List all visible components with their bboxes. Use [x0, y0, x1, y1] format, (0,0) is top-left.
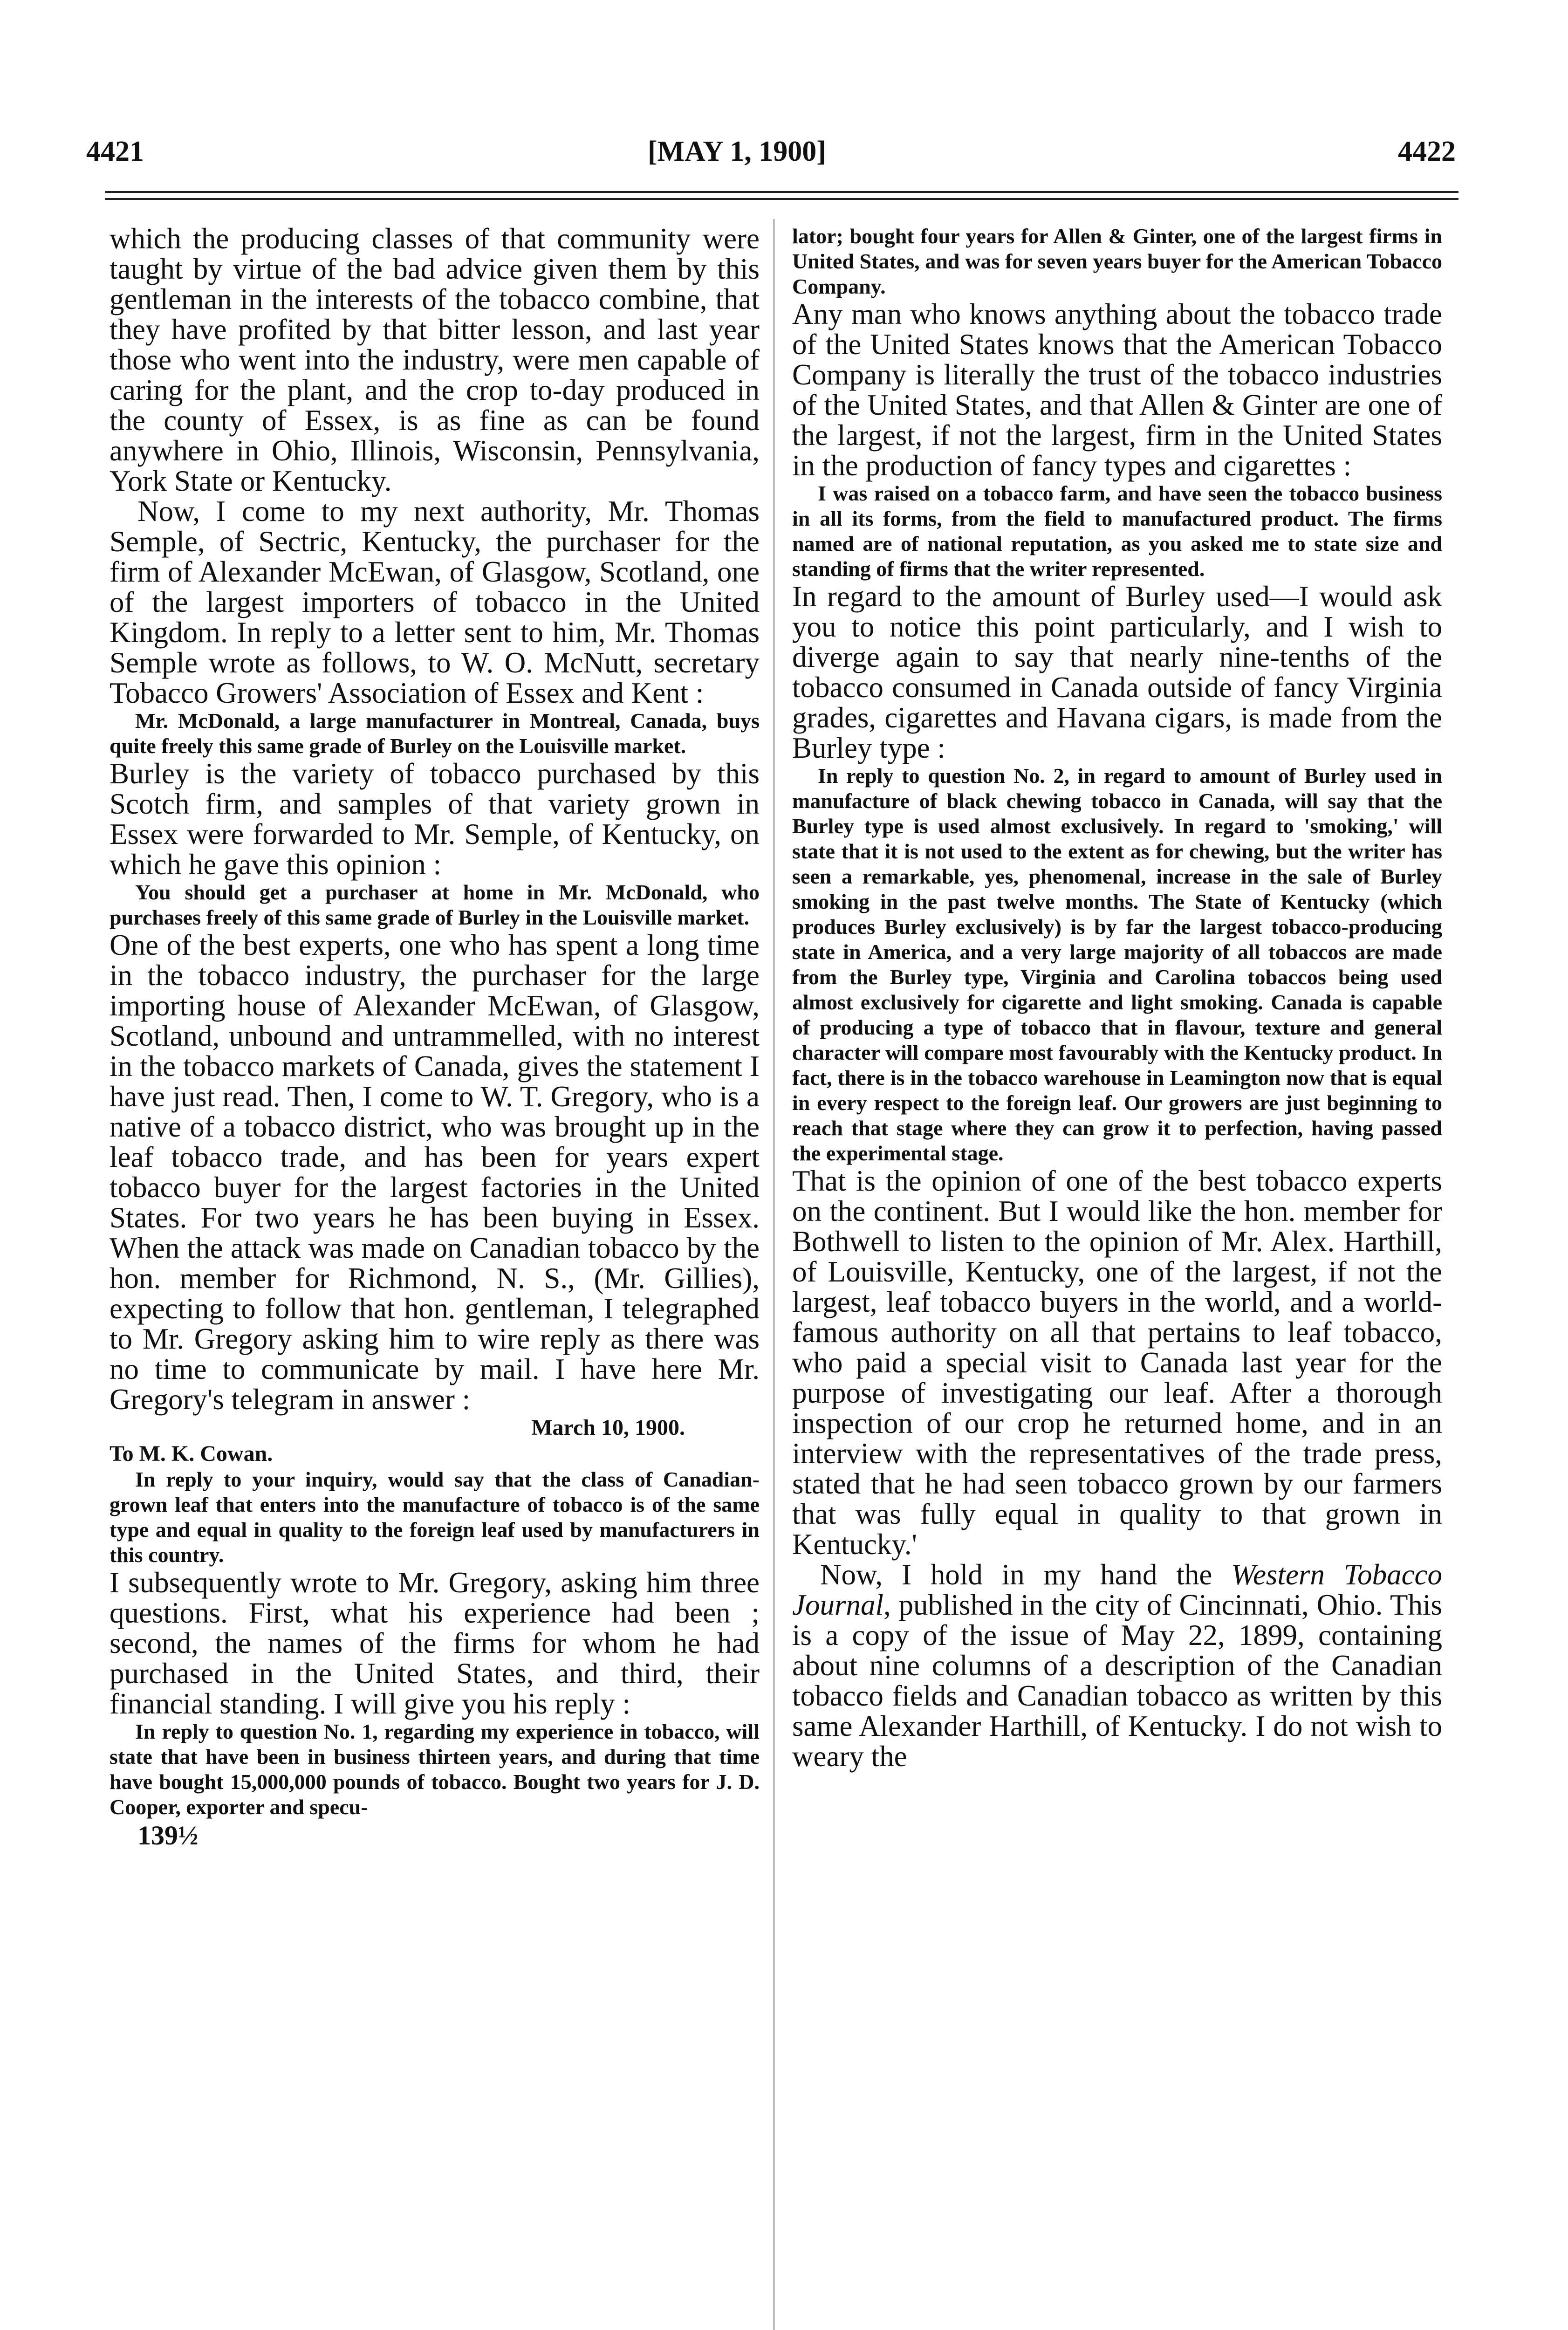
block-quote: I was raised on a tobacco farm, and have seen the tobacco business in all its forms, from the field to manufactured product. The firms named are of national reputation, as you asked me to state size and standing of firms that the writer represented. [792, 481, 1442, 581]
page-number-left: 4421 [86, 136, 144, 167]
paragraph: That is the opinion of one of the best tobacco experts on the continent. But I would like the hon. member for Bothwell to listen to the opinion of Mr. Alex. Harthill, of Louisville, Kentucky, one of the largest, if not the largest, leaf tobacco buyers in the world, and a world-famous authority on all that pertains to leaf tobacco, who paid a special visit to Canada last year for the purpose of investigating our leaf. After a thorough inspection of our crop he returned home, and in an interview with the representatives of the trade press, stated that he had seen tobacco grown by our farmers that was fully equal in quality to that grown in Kentucky.' [792, 1165, 1442, 1561]
issue-date: [MAY 1, 1900] [648, 136, 826, 167]
paragraph: Burley is the variety of tobacco purchased by this Scotch firm, and samples of that variety grown in Essex were forwarded to Mr. Semple, of Kentucky, on which he gave this opinion : [110, 757, 760, 881]
telegram-recipient: To M. K. Cowan. [110, 1441, 273, 1466]
paragraph: Any man who knows anything about the tobacco trade of the United States knows that the American Tobacco Company is literally the trust of the tobacco industries of the United States, and that Allen & Ginter are one of the largest, if not the largest, firm in the United States in the production of fancy types and cigarettes : [792, 298, 1442, 482]
block-quote: In reply to your inquiry, would say that the class of Canadian-grown leaf that enters into the manufacture of tobacco is of the same type and equal in quality to the foreign leaf used by manufacturers in this country. [110, 1467, 760, 1567]
left-column [110, 224, 760, 1851]
right-column [792, 224, 1442, 1772]
block-quote-continued: lator; bought four years for Allen & Ginter, one of the largest firms in United States, and was for seven years buyer for the American Tobacco Company. [792, 224, 1442, 298]
block-quote: You should get a purchaser at home in Mr. McDonald, who purchases freely of this same grade of Burley in the Louisville market. [110, 880, 760, 929]
paragraph: which the producing classes of that community were taught by virtue of the bad advice given them by this gentleman in the interests of the tobacco combine, that they have profited by that bitter lesson, and last year those who went into the industry, were men capable of caring for the plant, and the crop to-day produced in the county of Essex, is as fine as can be found anywhere in Ohio, Illinois, Wisconsin, Pennsylvania, York State or Kentucky. [110, 222, 760, 497]
paragraph: Now, I come to my next authority, Mr. Thomas Semple, of Sectric, Kentucky, the purchaser for the firm of Alexander McEwan, of Glasgow, Scotland, one of the largest importers of tobacco in the United Kingdom. In reply to a letter sent to him, Mr. Thomas Semple wrote as follows, to W. O. McNutt, secretary Tobacco Growers' Association of Essex and Kent : [110, 495, 760, 709]
journal-title: Western Tobacco Journal [792, 1558, 1442, 1621]
paragraph-text: , published in the city of Cincinnati, Ohio. This is a copy of the issue of May 22, 1899, containing about nine columns of a description of the Canadian tobacco fields and Canadian tobacco as written by this same Alexander Harthill, of Kentucky. I do not wish to weary the [792, 1589, 1442, 1773]
paragraph: I subsequently wrote to Mr. Gregory, asking him three questions. First, what his experience had been ; second, the names of the firms for whom he had purchased in the United States, and third, their financial standing. I will give you his reply : [110, 1566, 760, 1720]
header-rule-bottom [105, 198, 1458, 200]
block-quote: In reply to question No. 2, in regard to amount of Burley used in manufacture of black chewing tobacco in Canada, will say that the Burley type is used almost exclusively. In regard to 'smoking,' will state that it is not used to the extent as for chewing, but the writer has seen a remarkable, yes, phenomenal, increase in the sale of Burley smoking in the past twelve months. The State of Kentucky (which produces Burley exclusively) is by far the largest tobacco-producing state in America, and a very large majority of all tobaccos are made from the Burley type, Virginia and Carolina tobaccos being used almost exclusively for cigarette and light smoking. Canada is capable of producing a type of tobacco that in flavour, texture and general character will compare most favourably with the Kentucky product. In fact, there is in the tobacco warehouse in Leamington now that is equal in every respect to the foreign leaf. Our growers are just beginning to reach that stage where they can grow it to perfection, having passed the experimental stage. [792, 764, 1442, 1165]
telegram-date: March 10, 1900. [531, 1415, 685, 1440]
paragraph [792, 1560, 1442, 1772]
block-quote: Mr. McDonald, a large manufacturer in Montreal, Canada, buys quite freely this same grade of Burley on the Louisville market. [110, 709, 760, 758]
header-rule-top [105, 191, 1458, 193]
page-header [0, 135, 1568, 182]
paragraph-text: Now, I hold in my hand the [820, 1558, 1232, 1591]
page-number-right: 4422 [1398, 136, 1456, 167]
block-quote: In reply to question No. 1, regarding my experience in tobacco, will state that have been in business thirteen years, and during that time have bought 15,000,000 pounds of tobacco. Bought two years for J. D. Cooper, exporter and specu- [110, 1720, 760, 1819]
paragraph: In regard to the amount of Burley used—I would ask you to notice this point particularly, and I wish to diverge again to say that nearly nine-tenths of the tobacco consumed in Canada outside of fancy Virginia grades, cigarettes and Havana cigars, is made from the Burley type : [792, 580, 1442, 764]
signature-mark: 139½ [137, 1820, 199, 1850]
paragraph: One of the best experts, one who has spent a long time in the tobacco industry, the purchaser for the large importing house of Alexander McEwan, of Glasgow, Scotland, unbound and untrammelled, with no interest in the tobacco markets of Canada, gives the statement I have just read. Then, I come to W. T. Gregory, who is a native of a tobacco district, who was brought up in the leaf tobacco trade, and has been for years expert tobacco buyer for the largest factories in the United States. For two years he has been buying in Essex. When the attack was made on Canadian tobacco by the hon. member for Richmond, N. S., (Mr. Gillies), expecting to follow that hon. gentleman, I telegraphed to Mr. Gregory asking him to wire reply as there was no time to communicate by mail. I have here Mr. Gregory's telegram in answer : [110, 929, 760, 1416]
